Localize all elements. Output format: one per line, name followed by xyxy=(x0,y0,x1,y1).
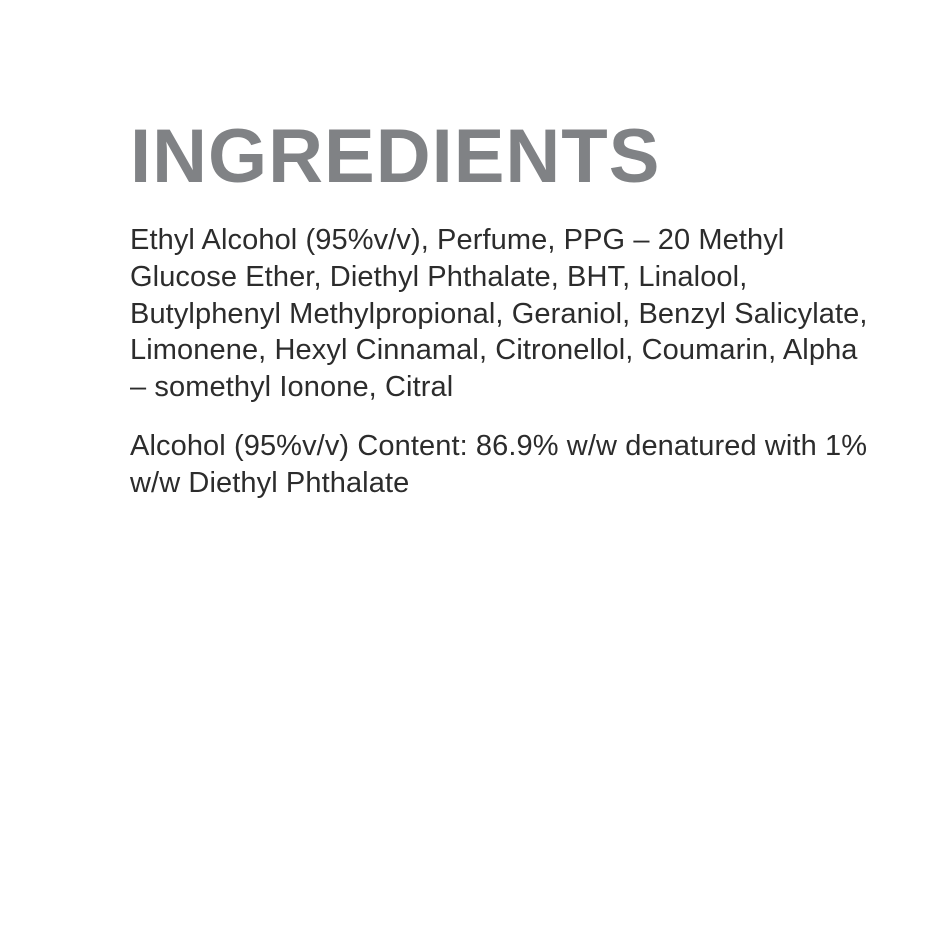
ingredients-text-block xyxy=(130,222,870,502)
page-title: INGREDIENTS xyxy=(130,113,661,199)
alcohol-content-paragraph: Alcohol (95%v/v) Content: 86.9% w/w denatured with 1% w/w Diethyl Phthalate xyxy=(130,430,868,499)
ingredients-list-paragraph: Ethyl Alcohol (95%v/v), Perfume, PPG – 20 Methyl Glucose Ether, Diethyl Phthalate, BHT, Linalool, Butylphenyl Methylpropional, Geraniol, Benzyl Salicylate, Limonene, Hexyl Cinnamal, Citronellol, Coumarin, Alpha – somethyl Ionone, Citral xyxy=(130,224,868,404)
